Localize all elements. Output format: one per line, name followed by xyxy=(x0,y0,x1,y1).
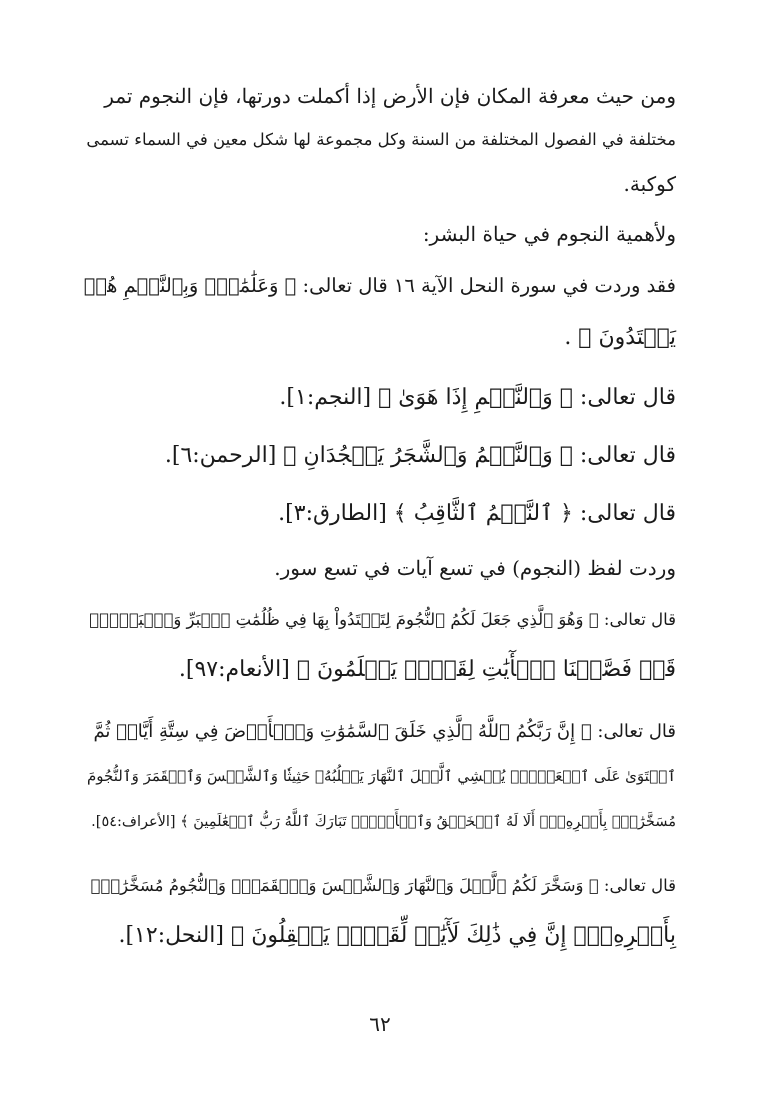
verse-line: ٱسۡتَوَىٰ عَلَى ٱلۡعَرۡشِۖ يُغۡشِي ٱلَّيۡلَ ٱلنَّهَارَ يَطۡلُبُهُۥ حَثِيثٗا وَٱلشَّمۡسَ وَٱلۡقَمَرَ وَٱلنُّجُومَ xyxy=(86,767,676,785)
verse-line: قال تعالى: ﴿ إِنَّ رَبَّكُمُ ٱللَّهُ ٱلَّذِي خَلَقَ ٱلسَّمَٰوَٰتِ وَٱلۡأَرۡضَ فِي سِتَّةِ أَيَّامٖ ثُمَّ xyxy=(93,721,676,742)
text-line: مختلفة في الفصول المختلفة من السنة وكل مجموعة لها شكل معين في السماء تسمى xyxy=(86,130,676,149)
verse-line: بِأَمۡرِهِۦٓۚ إِنَّ فِي ذَٰلِكَ لَأٓيَٰتٖ لِّقَوۡمٖ يَعۡقِلُونَ ﴾ [النحل:١٢]. xyxy=(118,923,676,948)
page-number: ٦٢ xyxy=(369,1012,391,1036)
section-heading: ولأهمية النجوم في حياة البشر: xyxy=(422,222,676,246)
verse-line: قال تعالى: ﴿ ٱلنَّجۡمُ ٱلثَّاقِبُ ﴾ [الطارق:٣]. xyxy=(278,501,676,526)
verse-line: قال تعالى: ﴿ وَهُوَ ٱلَّذِي جَعَلَ لَكُمُ ٱلنُّجُومَ لِتَهۡتَدُواْ بِهَا فِي ظُلُمَٰتِ ٱلۡبَرِّ وَٱلۡبَحۡرِۗ xyxy=(89,610,676,629)
verse-line: قال تعالى: ﴿ وَٱلنَّجۡمِ إِذَا هَوَىٰ ﴾ [النجم:١]. xyxy=(279,385,676,410)
text-line: كوكبة. xyxy=(623,172,676,196)
text-line: ومن حيث معرفة المكان فإن الأرض إذا أكملت دورتها، فإن النجوم تمر xyxy=(104,84,676,108)
text-line: يَهۡتَدُونَ ﴾ . xyxy=(564,325,676,350)
verse-line: قَدۡ فَصَّلۡنَا ٱلۡأٓيَٰتِ لِقَوۡمٖ يَعۡلَمُونَ ﴾ [الأنعام:٩٧]. xyxy=(178,657,676,682)
verse-line: قال تعالى: ﴿ وَسَخَّرَ لَكُمُ ٱلَّيۡلَ وَٱلنَّهَارَ وَٱلشَّمۡسَ وَٱلۡقَمَرَۖ وَٱلنُّجُومُ مُسَخَّرَٰتُۢ xyxy=(90,876,676,895)
text-line: فقد وردت في سورة النحل الآية ١٦ قال تعالى: ﴿ وَعَلَٰمَٰتٍۚ وَبِٱلنَّجۡمِ هُمۡ xyxy=(83,274,676,297)
verse-line: قال تعالى: ﴿ وَٱلنَّجۡمُ وَٱلشَّجَرُ يَسۡجُدَانِ ﴾ [الرحمن:٦]. xyxy=(164,443,676,468)
text-line: وردت لفظ (النجوم) في تسع آيات في تسع سور. xyxy=(274,556,676,580)
verse-line: مُسَخَّرَٰتِۭ بِأَمۡرِهِۦٓۗ أَلَا لَهُ ٱلۡخَلۡقُ وَٱلۡأَمۡرُۗ تَبَارَكَ ٱللَّهُ رَبُّ ٱلۡعَٰلَمِينَ ﴾ [الأعراف:٥٤]. xyxy=(91,814,676,830)
